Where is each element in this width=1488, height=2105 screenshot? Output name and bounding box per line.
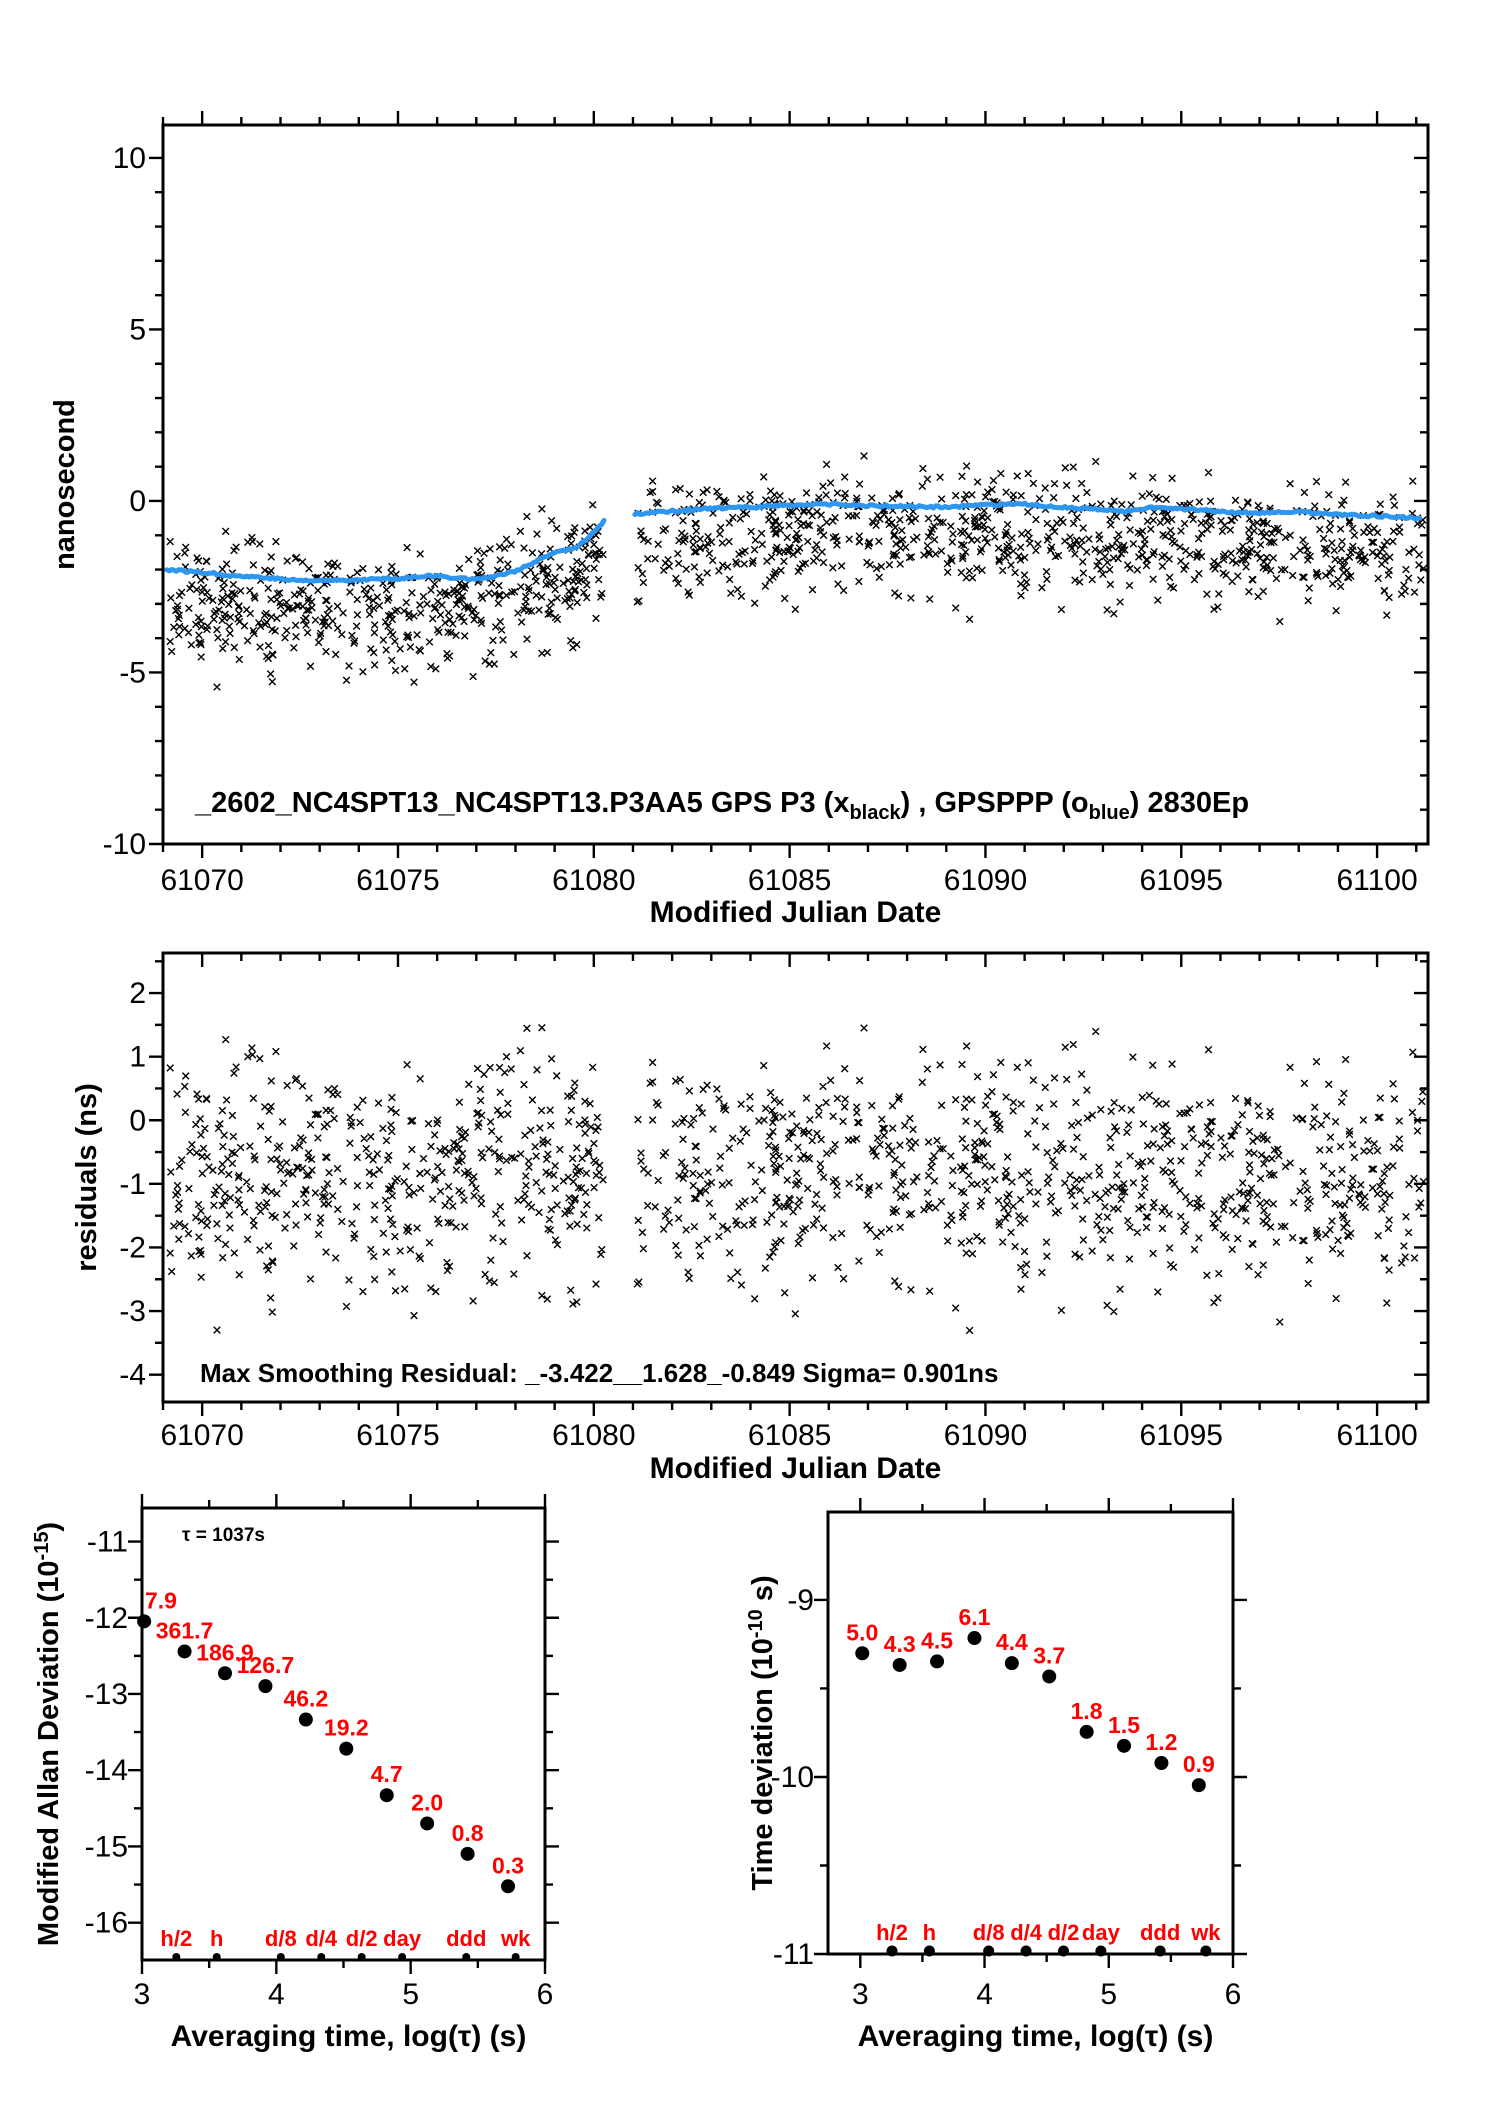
residuals-scatter: [167, 1024, 1427, 1333]
ytick-label: 5: [129, 313, 146, 347]
mdev-point: [218, 1666, 232, 1680]
ytick-label: -11: [772, 1938, 814, 1971]
yaxis-title: Modified Allan Deviation $(10^{-15})$: [31, 1521, 65, 1947]
mdev-point: [461, 1847, 475, 1861]
tdev-point: [1042, 1669, 1056, 1683]
xtick-label: 61070: [160, 864, 244, 897]
point-value-label: 1.5: [1108, 1711, 1141, 1738]
point-value-label: 126.7: [236, 1652, 295, 1679]
xtick-label: 4: [267, 1978, 285, 2011]
ytick-label: -9: [787, 1583, 814, 1617]
xtick-label: 61080: [552, 864, 636, 897]
point-value-label: 0.8: [451, 1819, 484, 1846]
ytick-label: -13: [84, 1677, 128, 1711]
mdev-point: [420, 1816, 434, 1830]
tau-marker-label: ddd: [446, 1926, 487, 1951]
xtick-label: 61090: [943, 1419, 1028, 1452]
point-value-label: 46.2: [283, 1685, 329, 1712]
tdev-point: [1080, 1725, 1094, 1739]
point-value-label: 3.7: [1033, 1642, 1066, 1669]
tau-marker-label: h/2: [160, 1926, 193, 1951]
xtick-label: 5: [402, 1978, 420, 2011]
top-data: [167, 453, 1427, 691]
xtick-label: 61090: [943, 864, 1028, 897]
xtick-label: 6: [1224, 1978, 1242, 2011]
tdev-point: [967, 1631, 981, 1645]
xtick-label: 61100: [1336, 1419, 1418, 1452]
max-smoothing-residual-text: Max Smoothing Residual: _-3.422__1.628_-0.849 Sigma= 0.901ns: [200, 1358, 999, 1388]
tdev-point: [1005, 1656, 1019, 1670]
xtick-label: 61085: [747, 1419, 832, 1452]
point-value-label: 2.0: [411, 1789, 444, 1816]
tau-marker-label: wk: [500, 1926, 531, 1951]
tau-marker-label: d/8: [972, 1920, 1005, 1945]
xtick-label: 61095: [1139, 864, 1223, 897]
point-value-label: 186.9: [196, 1639, 254, 1666]
tau-marker-label: d/2: [345, 1926, 378, 1951]
tau-marker-label: d/8: [264, 1926, 297, 1951]
point-value-label: 19.2: [323, 1714, 369, 1741]
xtick-label: 61070: [160, 1419, 244, 1452]
tau-marker-label: d/2: [1047, 1920, 1080, 1945]
point-value-label: 4.4: [995, 1629, 1028, 1656]
mdev-point: [501, 1879, 515, 1893]
point-value-label: 4.7: [370, 1761, 403, 1788]
axis-frame: [163, 953, 1428, 1402]
point-value-label: 0.3: [492, 1852, 525, 1879]
tdev-point: [1117, 1739, 1131, 1753]
panel-mdev: [31, 1494, 559, 2053]
mdev-point: [339, 1742, 353, 1756]
xtick-label: 6: [536, 1978, 554, 2011]
ytick-label: -2: [119, 1231, 146, 1265]
top-panel-title: _2602_NC4SPT13_NC4SPT13.P3AA5 GPS P3 $(x_{black})$ , GPSPPP $(o_{blue})$ 2830Ep: [195, 787, 1250, 824]
ytick-label: 10: [112, 141, 146, 175]
point-value-label: 0.9: [1182, 1751, 1215, 1778]
yaxis-title: nanosecond: [49, 399, 81, 570]
tau-marker-label: d/4: [305, 1926, 338, 1951]
point-value-label: 5.0: [846, 1619, 879, 1646]
ytick-label: 1: [129, 1040, 146, 1074]
ytick-label: -12: [84, 1601, 128, 1635]
ytick-label: 0: [129, 1104, 146, 1138]
ytick-label: -4: [119, 1358, 146, 1392]
axis-ticks: [149, 111, 1428, 858]
tdev-point: [930, 1654, 944, 1668]
tdev-point: [893, 1658, 907, 1672]
tdev-point: [1192, 1778, 1206, 1792]
xaxis-title: Modified Julian Date: [649, 896, 942, 929]
panel-tdev: [745, 1498, 1247, 2053]
gps-p3-scatter: [167, 453, 1427, 691]
axis-frame: [163, 125, 1428, 844]
tau-marker-label: ddd: [1139, 1920, 1181, 1945]
ytick-label: -1: [119, 1167, 146, 1201]
yaxis-title: Time deviation ($10^{-10}$ s): [745, 1575, 779, 1891]
mdev-point: [178, 1644, 192, 1658]
tau-marker-label: wk: [1191, 1920, 1221, 1945]
tau-marker-label: h: [922, 1920, 937, 1945]
ytick-label: 0: [129, 484, 146, 518]
ytick-label: 2: [129, 977, 146, 1011]
tdev-point: [1154, 1756, 1168, 1770]
tau-marker-label: h/2: [876, 1920, 908, 1945]
axis-ticks: [814, 1498, 1247, 1968]
xaxis-title: Averaging time, log(τ) (s): [170, 2020, 527, 2053]
xtick-label: 61085: [747, 864, 832, 897]
tau-annotation: τ = 1037s: [182, 1525, 265, 1546]
point-value-label: 7.9: [145, 1587, 177, 1614]
ytick-label: -3: [119, 1295, 146, 1329]
tau-marker-label: day: [383, 1926, 422, 1951]
tdev-point: [855, 1646, 869, 1660]
point-value-label: 4.3: [883, 1630, 916, 1657]
mdev-point: [258, 1679, 272, 1693]
mdev-point: [137, 1614, 151, 1628]
ytick-label: -5: [119, 656, 146, 690]
panel-residuals: [71, 953, 1428, 1485]
xtick-label: 3: [133, 1978, 151, 2011]
ytick-label: -10: [102, 828, 146, 861]
xtick-label: 3: [851, 1978, 869, 2011]
tau-marker-label: h: [210, 1926, 224, 1951]
point-value-label: 6.1: [958, 1604, 991, 1631]
ytick-label: -11: [86, 1525, 128, 1559]
xtick-label: 4: [976, 1978, 993, 2011]
point-value-label: 361.7: [155, 1617, 214, 1644]
residuals-data: [167, 1024, 1427, 1333]
panel-gps-comparison: [49, 111, 1428, 929]
xtick-label: 61080: [552, 1419, 636, 1452]
point-value-label: 1.2: [1145, 1729, 1178, 1756]
xaxis-title: Averaging time, log(τ) (s): [857, 2020, 1214, 2053]
point-value-label: 4.5: [921, 1627, 954, 1654]
xaxis-title: Modified Julian Date: [649, 1452, 942, 1485]
ytick-label: -16: [84, 1906, 128, 1940]
tau-marker-label: day: [1081, 1920, 1120, 1945]
xtick-label: 5: [1100, 1978, 1118, 2011]
mdev-point: [380, 1788, 394, 1802]
mdev-point: [299, 1713, 313, 1727]
point-value-label: 1.8: [1070, 1697, 1103, 1724]
xtick-label: 61075: [356, 864, 440, 897]
yaxis-title: residuals (ns): [71, 1083, 103, 1272]
ytick-label: -14: [84, 1754, 128, 1788]
xtick-label: 61095: [1139, 1419, 1223, 1452]
xtick-label: 61075: [356, 1419, 440, 1452]
xtick-label: 61100: [1336, 864, 1418, 897]
tau-marker-label: d/4: [1010, 1920, 1042, 1945]
ytick-label: -15: [84, 1830, 128, 1864]
ytick-label: -10: [770, 1760, 814, 1794]
